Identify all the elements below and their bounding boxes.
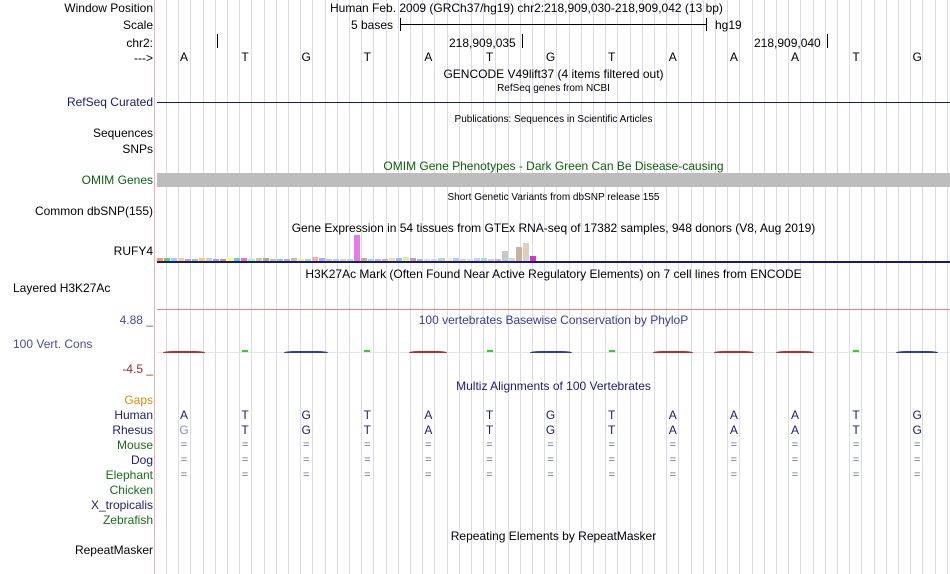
- base-letter: G: [912, 50, 922, 64]
- alignment-base: G: [545, 408, 556, 422]
- alignment-base: =: [730, 469, 738, 481]
- conservation-mark[interactable]: [409, 351, 447, 354]
- alignment-base: =: [180, 454, 188, 466]
- alignment-base: =: [608, 454, 615, 466]
- alignment-base: =: [425, 439, 432, 451]
- coord-tick: [522, 34, 523, 48]
- alignment-base: =: [486, 469, 493, 481]
- vert-cons-label[interactable]: 100 Vert. Cons: [13, 337, 93, 351]
- conservation-mark[interactable]: [896, 351, 938, 354]
- strand-arrow-label: --->: [134, 51, 153, 65]
- alignment-base: =: [913, 439, 921, 451]
- gtex-gene-label[interactable]: RUFY4: [113, 244, 153, 258]
- alignment-base: A: [729, 423, 738, 437]
- conservation-mark[interactable]: [653, 351, 693, 354]
- common-dbsnp-label[interactable]: Common dbSNP(155): [34, 204, 153, 218]
- alignment-base: =: [364, 454, 371, 466]
- refseq-track-subtitle: RefSeq genes from NCBI: [497, 83, 610, 94]
- alignment-base: A: [424, 423, 433, 437]
- alignment-base: =: [608, 439, 615, 451]
- species-label[interactable]: Chicken: [109, 483, 153, 497]
- gtex-tissue-bar[interactable]: [502, 251, 508, 261]
- coord-label-1: 218,909,035: [449, 36, 516, 50]
- refseq-gene-line[interactable]: [157, 102, 950, 103]
- alignment-base: =: [547, 454, 554, 466]
- sequences-label[interactable]: Sequences: [92, 126, 153, 140]
- gtex-tissue-bar[interactable]: [516, 247, 522, 261]
- alignment-base: T: [485, 408, 494, 422]
- base-letter: A: [424, 50, 433, 64]
- conservation-mark[interactable]: [609, 350, 615, 353]
- snps-label[interactable]: SNPs: [122, 142, 153, 156]
- species-label[interactable]: Elephant: [105, 468, 153, 482]
- alignment-base: =: [364, 439, 371, 451]
- alignment-base: G: [912, 408, 922, 422]
- alignment-base: =: [241, 439, 249, 451]
- alignment-base: T: [852, 408, 860, 422]
- alignment-base: =: [669, 454, 677, 466]
- window-position-label: Window Position: [64, 1, 153, 15]
- alignment-base: =: [791, 469, 799, 481]
- gencode-track-title[interactable]: GENCODE V49lift37 (4 items filtered out): [443, 67, 664, 81]
- alignment-base: =: [241, 469, 249, 481]
- base-letter: A: [790, 50, 799, 64]
- alignment-base: A: [790, 423, 799, 437]
- alignment-base: =: [547, 439, 554, 451]
- conservation-track-title[interactable]: 100 vertebrates Basewise Conservation by PhyloP: [418, 313, 689, 327]
- conservation-mark[interactable]: [284, 351, 328, 354]
- conservation-mark[interactable]: [853, 350, 859, 353]
- cons-min-label: -4.5 _: [122, 362, 153, 376]
- scale-bar-right-tick: [706, 18, 707, 31]
- omim-track-title[interactable]: OMIM Gene Phenotypes - Dark Green Can Be Disease-causing: [383, 159, 724, 173]
- scale-db: hg19: [715, 18, 742, 32]
- gtex-tissue-bar[interactable]: [523, 243, 529, 261]
- alignment-base: =: [730, 454, 738, 466]
- publications-track-title[interactable]: Publications: Sequences in Scientific Articles: [454, 114, 653, 125]
- alignment-base: G: [912, 423, 922, 437]
- refseq-curated-label[interactable]: RefSeq Curated: [66, 95, 153, 109]
- h3k27ac-signal-line: [157, 309, 950, 310]
- alignment-base: =: [486, 439, 493, 451]
- alignment-base: A: [424, 408, 433, 422]
- alignment-base: A: [790, 408, 799, 422]
- conservation-mark[interactable]: [242, 350, 248, 353]
- scale-bar: [400, 24, 707, 25]
- alignment-base: T: [241, 423, 249, 437]
- alignment-base: =: [852, 469, 860, 481]
- alignment-base: =: [302, 469, 310, 481]
- base-letter: T: [363, 50, 371, 64]
- alignment-base: =: [913, 469, 921, 481]
- gtex-tissue-bar[interactable]: [354, 235, 360, 261]
- cons-max-label: 4.88 _: [119, 313, 153, 327]
- conservation-mark[interactable]: [364, 350, 370, 353]
- conservation-mark[interactable]: [487, 350, 493, 353]
- gtex-expression-bars[interactable]: [157, 234, 537, 261]
- coord-tick: [827, 34, 828, 48]
- species-label[interactable]: Mouse: [116, 438, 153, 452]
- alignment-base: =: [669, 439, 677, 451]
- gtex-gene-line: [157, 261, 950, 263]
- alignment-base: A: [179, 408, 188, 422]
- conservation-mark[interactable]: [163, 351, 205, 354]
- scale-label: Scale: [122, 18, 153, 32]
- alignment-base: G: [179, 423, 189, 437]
- species-label[interactable]: Human: [114, 408, 153, 422]
- alignment-base: =: [180, 439, 188, 451]
- alignment-base: =: [547, 469, 554, 481]
- species-label[interactable]: Zebrafish: [102, 513, 153, 527]
- alignment-base: =: [302, 439, 310, 451]
- alignment-base: T: [608, 423, 616, 437]
- gtex-track-title[interactable]: Gene Expression in 54 tissues from GTEx RNA-seq of 17382 samples, 948 donors (V8, Aug 2019): [291, 221, 816, 235]
- alignment-base: =: [302, 454, 310, 466]
- chrom-label: chr2:: [126, 36, 153, 50]
- conservation-mark[interactable]: [776, 351, 814, 354]
- alignment-base: A: [668, 408, 677, 422]
- alignment-base: =: [241, 454, 249, 466]
- alignment-base: =: [608, 469, 615, 481]
- alignment-base: A: [729, 408, 738, 422]
- base-letter: A: [179, 50, 188, 64]
- conservation-mark[interactable]: [530, 351, 572, 354]
- base-letter: G: [301, 50, 311, 64]
- species-label[interactable]: Dog: [130, 453, 153, 467]
- alignment-base: G: [545, 423, 556, 437]
- alignment-base: =: [913, 454, 921, 466]
- alignment-base: T: [241, 408, 249, 422]
- alignment-base: =: [669, 469, 677, 481]
- alignment-base: =: [730, 439, 738, 451]
- alignment-base: =: [852, 439, 860, 451]
- scale-text: 5 bases: [351, 18, 394, 32]
- alignment-base: =: [486, 454, 493, 466]
- alignment-base: T: [363, 423, 371, 437]
- multiz-track-title[interactable]: Multiz Alignments of 100 Vertebrates: [456, 379, 651, 393]
- alignment-base: G: [301, 423, 311, 437]
- coord-tick: [217, 34, 218, 48]
- label-separator: [154, 0, 155, 574]
- base-letter: T: [485, 50, 494, 64]
- alignment-base: =: [791, 454, 799, 466]
- omim-gene-bar[interactable]: [157, 173, 950, 187]
- alignment-base: T: [485, 423, 494, 437]
- alignment-base: =: [425, 454, 432, 466]
- base-letter: G: [545, 50, 556, 64]
- gaps-label: Gaps: [124, 393, 153, 407]
- base-letter: T: [241, 50, 249, 64]
- repeatmasker-label[interactable]: RepeatMasker: [74, 543, 153, 557]
- scale-bar-left-tick: [400, 18, 401, 31]
- alignment-base: G: [301, 408, 311, 422]
- dbsnp-track-title[interactable]: Short Genetic Variants from dbSNP release 155: [447, 192, 660, 203]
- alignment-base: =: [425, 469, 432, 481]
- alignment-base: =: [180, 469, 188, 481]
- layered-h3k27ac-label[interactable]: Layered H3K27Ac: [13, 281, 111, 295]
- base-letter: A: [668, 50, 677, 64]
- alignment-base: A: [668, 423, 677, 437]
- omim-genes-label[interactable]: OMIM Genes: [81, 173, 153, 187]
- h3k27ac-track-title[interactable]: H3K27Ac Mark (Often Found Near Active Regulatory Elements) on 7 cell lines from ENCODE: [305, 267, 802, 281]
- alignment-base: =: [364, 469, 371, 481]
- alignment-base: T: [852, 423, 860, 437]
- alignment-base: =: [791, 439, 799, 451]
- base-letter: T: [608, 50, 616, 64]
- repeatmasker-track-title[interactable]: Repeating Elements by RepeatMasker: [450, 529, 657, 543]
- base-letter: T: [852, 50, 860, 64]
- alignment-base: T: [608, 408, 616, 422]
- assembly-position-text: Human Feb. 2009 (GRCh37/hg19) chr2:218,909,030-218,909,042 (13 bp): [330, 1, 723, 15]
- species-label[interactable]: X_tropicalis: [90, 498, 153, 512]
- conservation-mark[interactable]: [714, 351, 754, 354]
- species-label[interactable]: Rhesus: [112, 423, 153, 437]
- coord-label-2: 218,909,040: [754, 36, 821, 50]
- alignment-base: =: [852, 454, 860, 466]
- base-letter: A: [729, 50, 738, 64]
- alignment-base: T: [363, 408, 371, 422]
